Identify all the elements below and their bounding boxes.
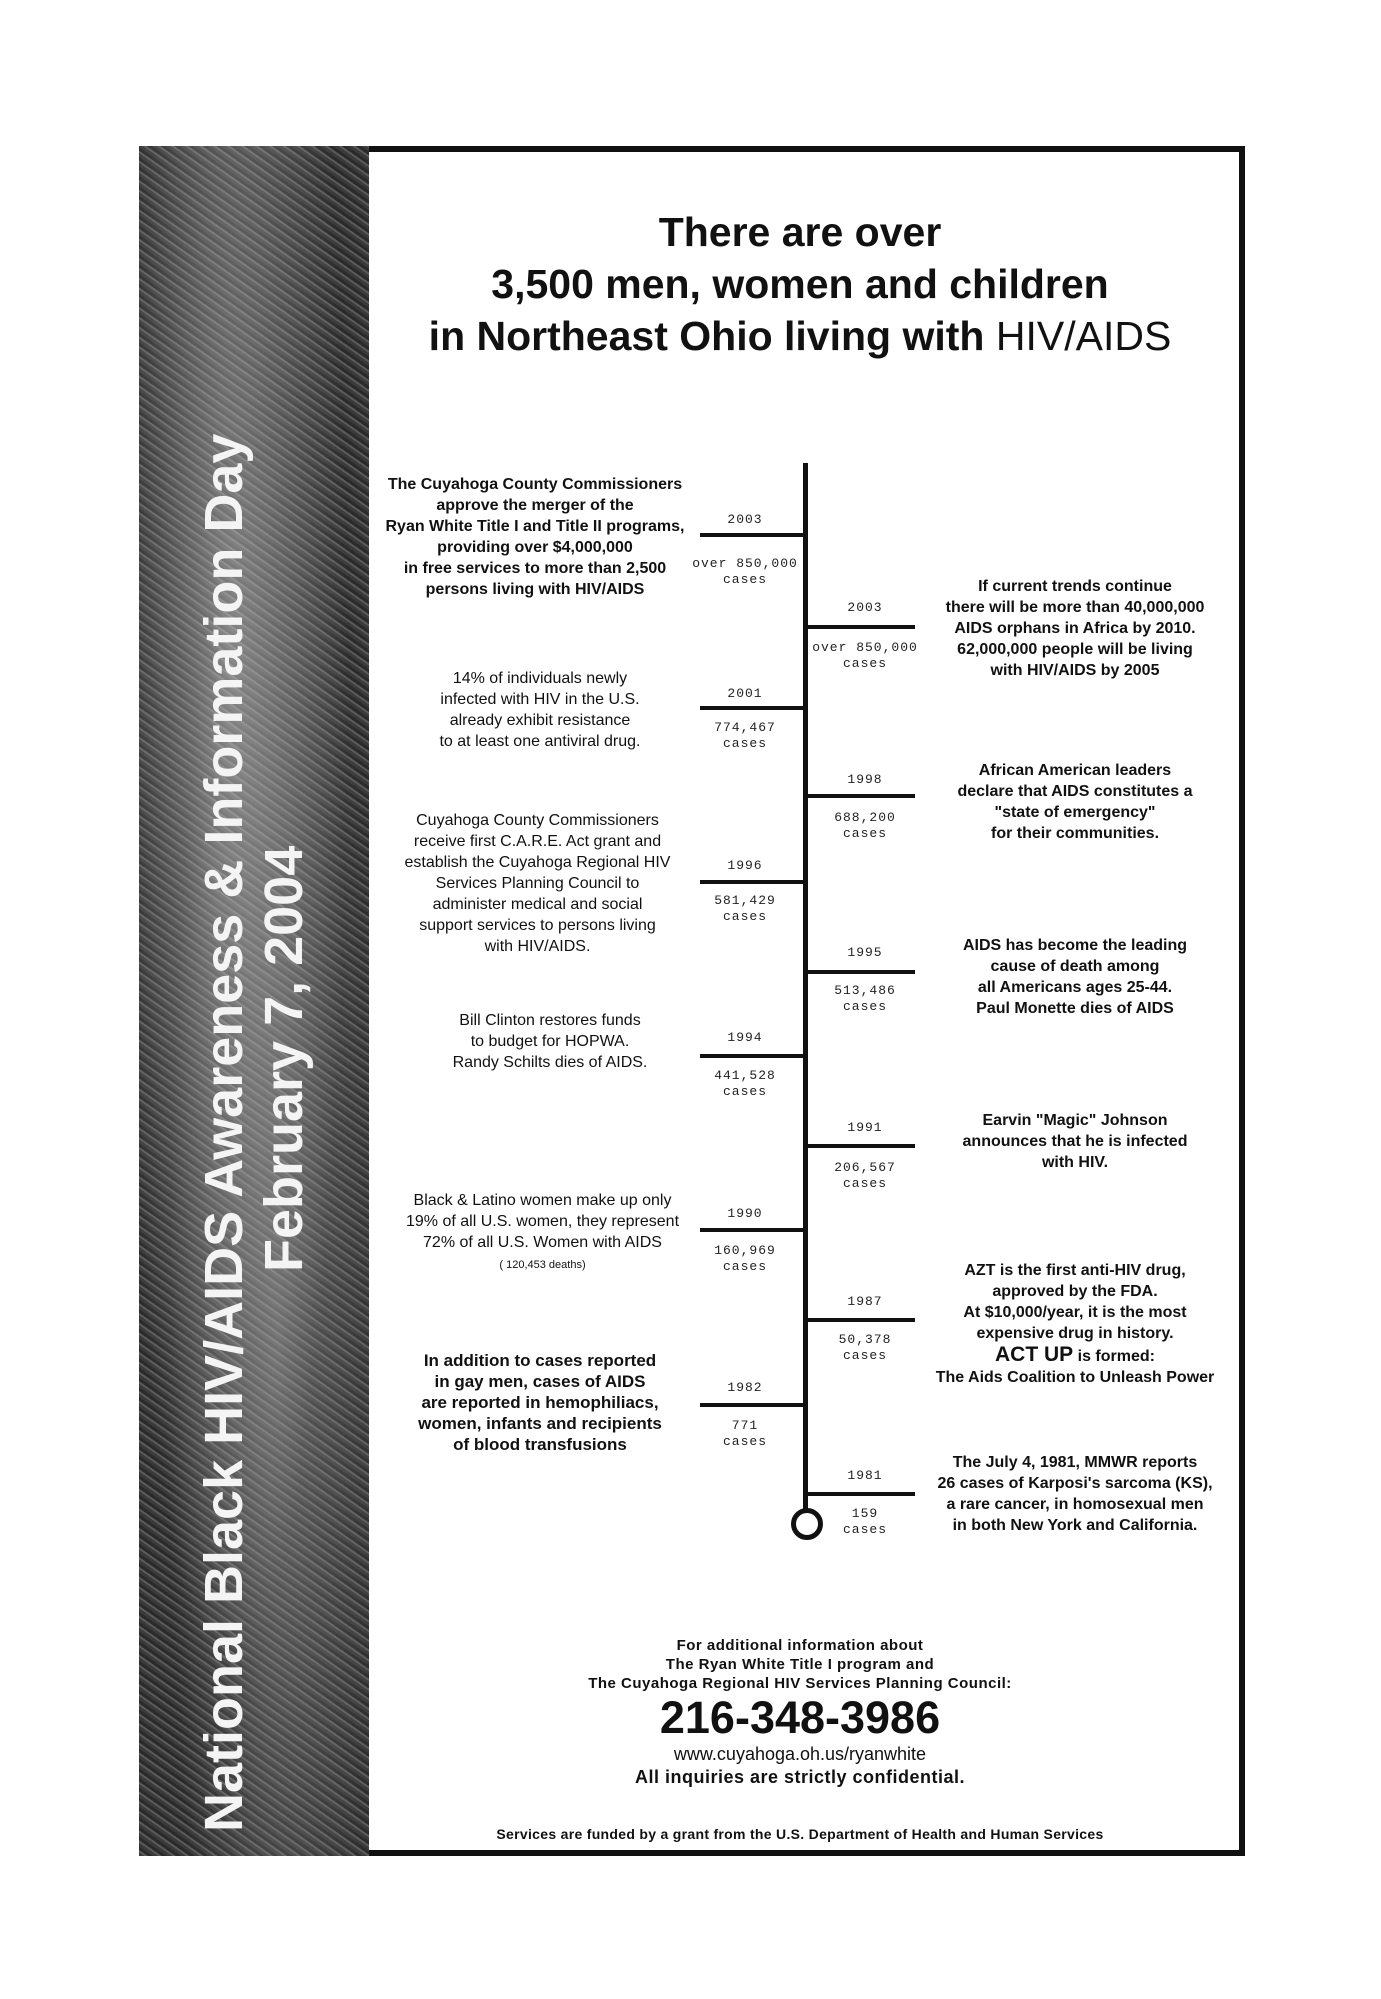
confidential-note: All inquiries are strictly confidential. <box>634 1767 966 1787</box>
timeline-year: 1996 <box>727 858 763 873</box>
headline-line-3: in Northeast Ohio living with <box>428 313 985 359</box>
timeline-cases: 206,567 cases <box>834 1160 896 1191</box>
timeline-cases: 50,378 cases <box>838 1332 892 1363</box>
timeline-note-right: If current trends continue there will be more than 40,000,000 AIDS orphans in Africa by 2010. 62,000,000 people will be living with HIV/AIDS by 2005 <box>945 578 1205 679</box>
timeline-year: 2003 <box>727 512 763 527</box>
timeline-cases: 771 cases <box>722 1418 767 1449</box>
timeline-note-right: AZT is the first anti-HIV drug, approved by the FDA. At $10,000/year, it is the most expensive drug in history. ACT UP is formed: The Aids Coalition to Unleash Power <box>935 1262 1215 1386</box>
timeline-note-left: 14% of individuals newly infected with HIV in the U.S. already exhibit resistance to at least one antiviral drug. <box>439 670 641 750</box>
timeline-tick-right <box>805 970 915 974</box>
timeline-note-left: The Cuyahoga County Commissioners approve the merger of the Ryan White Title I and Title II programs, providing over $4,000,000 in free services to more than 2,500 persons living with HIV/AIDS <box>385 476 685 598</box>
timeline-tick-right <box>805 625 915 629</box>
timeline-cases: 159 cases <box>842 1506 887 1537</box>
timeline-note-left: In addition to cases reported in gay men, cases of AIDS are reported in hemophiliacs, women, infants and recipients of blood transfusions <box>418 1351 662 1454</box>
contact-block <box>380 1636 1220 1789</box>
timeline-note-right: The July 4, 1981, MMWR reports 26 cases of Karposi's sarcoma (KS), a rare cancer, in homosexual men in both New York and California. <box>937 1454 1213 1534</box>
timeline-tick-right <box>805 1492 915 1496</box>
sidebar-date: February 7, 2004 <box>254 845 314 1272</box>
timeline-tick-left <box>700 880 805 884</box>
timeline-cases: over 850,000 cases <box>812 640 918 671</box>
timeline-cases: 774,467 cases <box>714 720 776 751</box>
timeline-year: 1990 <box>727 1206 763 1221</box>
sidebar-title: National Black HIV/AIDS Awareness & Information Day <box>193 433 254 1832</box>
timeline-note-left: Cuyahoga County Commissioners receive first C.A.R.E. Act grant and establish the Cuyahoga Regional HIV Services Planning Council to administer medical and social support services to persons living with HIV/AIDS. <box>404 812 671 955</box>
timeline-year: 1995 <box>847 945 883 960</box>
funding-note: Services are funded by a grant from the U.S. Department of Health and Human Services <box>496 1826 1104 1842</box>
info-line-1: For additional information about <box>676 1637 924 1654</box>
timeline-tick-left <box>700 533 805 537</box>
timeline-cases: 688,200 cases <box>834 810 896 841</box>
timeline-cases: 513,486 cases <box>834 983 896 1014</box>
timeline-axis <box>803 463 808 1513</box>
website-link[interactable]: www.cuyahoga.oh.us/ryanwhite <box>673 1744 927 1764</box>
timeline-tick-right <box>805 794 915 798</box>
headline <box>380 206 1220 362</box>
sidebar-banner <box>139 146 369 1856</box>
headline-line-1: There are over <box>658 209 942 255</box>
timeline-year: 1981 <box>847 1468 883 1483</box>
timeline-year: 2001 <box>727 686 763 701</box>
timeline-year: 1982 <box>727 1380 763 1395</box>
timeline-tick-left <box>700 1054 805 1058</box>
headline-line-3-end: HIV/AIDS <box>995 313 1172 359</box>
timeline-cases: over 850,000 cases <box>692 556 798 587</box>
timeline-note-left: Black & Latino women make up only 19% of all U.S. women, they represent 72% of all U.S. Women with AIDS ( 120,453 deaths) <box>405 1192 680 1271</box>
timeline-tick-right <box>805 1144 915 1148</box>
timeline-tick-left <box>700 706 805 710</box>
phone-number: 216-348-3986 <box>659 1692 941 1743</box>
timeline-tick-right <box>805 1318 915 1322</box>
timeline-year: 1998 <box>847 772 883 787</box>
info-line-2: The Ryan White Title I program and <box>665 1656 935 1673</box>
deaths-note: ( 120,453 deaths) <box>499 1259 586 1271</box>
timeline-note-left: Bill Clinton restores funds to budget for HOPWA. Randy Schilts dies of AIDS. <box>452 1012 648 1071</box>
timeline-note-right: Earvin "Magic" Johnson announces that he is infected with HIV. <box>962 1112 1188 1171</box>
timeline-year: 1994 <box>727 1030 763 1045</box>
info-line-3: The Cuyahoga Regional HIV Services Planning Council: <box>588 1675 1012 1692</box>
timeline-tick-left <box>700 1228 805 1232</box>
timeline-year: 1987 <box>847 1294 883 1309</box>
timeline-cases: 581,429 cases <box>714 893 776 924</box>
timeline-year: 2003 <box>847 600 883 615</box>
timeline-year: 1991 <box>847 1120 883 1135</box>
act-up-name: ACT UP <box>995 1343 1074 1366</box>
timeline-cases: 441,528 cases <box>714 1068 776 1099</box>
headline-line-2: 3,500 men, women and children <box>491 261 1109 307</box>
timeline-note-right: African American leaders declare that AIDS constitutes a "state of emergency" for their communities. <box>957 762 1193 842</box>
timeline-cases: 160,969 cases <box>714 1243 776 1274</box>
timeline-note-right: AIDS has become the leading cause of death among all Americans ages 25-44. Paul Monette dies of AIDS <box>962 937 1188 1017</box>
timeline-tick-left <box>700 1403 805 1407</box>
